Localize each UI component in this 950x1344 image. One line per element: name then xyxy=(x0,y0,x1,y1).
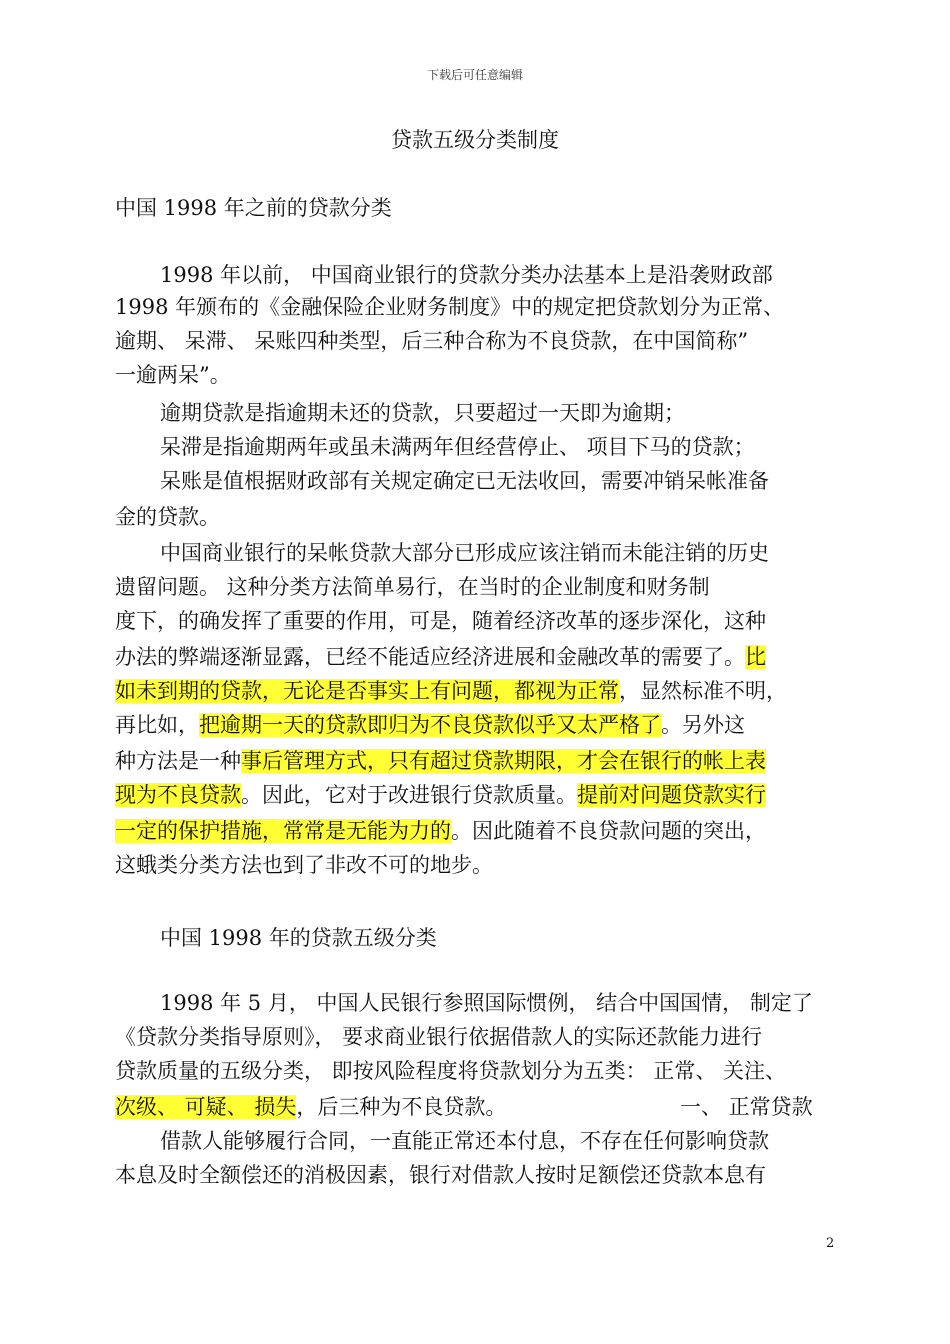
document-title: 贷款五级分类制度 xyxy=(391,128,559,152)
p6-line4-text: ，后三种为不良贷款。 xyxy=(296,1095,507,1119)
p5-line3: 度下，的确发挥了重要的作用，可是，随着经济改革的逐步深化，这种 xyxy=(115,609,766,633)
p5-line6 xyxy=(115,710,745,740)
header-note: 下载后可任意编辑 xyxy=(426,68,523,82)
p5-line7 xyxy=(115,746,766,776)
p5-line1: 中国商业银行的呆帐贷款大部分已形成应该注销而未能注销的历史 xyxy=(160,541,769,565)
p5-line6-text: 再比如， xyxy=(115,713,199,737)
p6-line3: 贷款质量的五级分类， 即按风险程度将贷款划分为五类： 正常、 关注、 xyxy=(115,1059,787,1083)
p5-line7-text: 种方法是一种 xyxy=(115,749,241,773)
p6-line1: 1998 年 5 月， 中国人民银行参照国际惯例， 结合中国国情， 制定了 xyxy=(160,991,813,1015)
highlight-text: 现为不良贷款 xyxy=(115,783,241,807)
p1-line1: 1998 年以前， 中国商业银行的贷款分类办法基本上是沿袭财政部 xyxy=(160,263,773,287)
section2-heading: 中国 1998 年的贷款五级分类 xyxy=(160,926,437,950)
p6-line2: 《贷款分类指导原则》， 要求商业银行依据借款人的实际还款能力进行 xyxy=(115,1025,763,1049)
p4-line2: 金的贷款。 xyxy=(115,505,220,529)
p1-line2: 1998 年颁布的《金融保险企业财务制度》中的规定把贷款划分为正常、 xyxy=(115,295,785,319)
p6-line4-right: 一、 正常贷款 xyxy=(680,1095,813,1119)
p6-line4 xyxy=(115,1092,506,1122)
p1-line4: 一逾两呆”。 xyxy=(115,363,231,387)
p5-line4-text: 办法的弊端逐渐显露，已经不能适应经济进展和金融改革的需要了。 xyxy=(115,645,745,669)
highlight-text: 把逾期一天的贷款即归为不良贷款似乎又太严格了 xyxy=(199,713,661,737)
highlight-text: 一定的保护措施，常常是无能为力的 xyxy=(115,819,451,843)
p7-line1: 借款人能够履行合同，一直能正常还本付息，不存在任何影响贷款 xyxy=(160,1129,769,1153)
highlight-text: 提前对问题贷款实行 xyxy=(577,783,766,807)
p5-line8 xyxy=(115,780,766,810)
p5-line5 xyxy=(115,676,787,706)
p5-line4 xyxy=(115,642,766,672)
p5-line6-text-end: 。另外这 xyxy=(661,713,745,737)
p5-line2: 遗留问题。 这种分类方法简单易行，在当时的企业制度和财务制 xyxy=(115,575,710,599)
p3-line: 呆滞是指逾期两年或虽未满两年但经营停止、 项目下马的贷款； xyxy=(160,435,755,459)
p5-line8-text: 。因此，它对于改进银行贷款质量。 xyxy=(241,783,577,807)
highlight-text: 事后管理方式，只有超过贷款期限，才会在银行的帐上表 xyxy=(241,749,766,773)
p1-line3: 逾期、 呆滞、 呆账四种类型，后三种合称为不良贷款，在中国简称” xyxy=(115,329,749,353)
p5-line10: 这蛾类分类方法也到了非改不可的地步。 xyxy=(115,853,493,877)
highlight-text: 比 xyxy=(745,645,766,669)
page-number: 2 xyxy=(826,1236,835,1251)
p5-line9-text: 。因此随着不良贷款问题的突出， xyxy=(451,819,766,843)
p5-line5-text: ，显然标准不明， xyxy=(619,679,787,703)
p4-line1: 呆账是值根据财政部有关规定确定已无法收回，需要冲销呆帐准备 xyxy=(160,469,769,493)
highlight-text: 次级、 可疑、 损失 xyxy=(115,1095,297,1119)
p2-line: 逾期贷款是指逾期未还的贷款，只要超过一天即为逾期； xyxy=(160,401,685,425)
p5-line9 xyxy=(115,816,766,846)
highlight-text: 如未到期的贷款，无论是否事实上有问题，都视为正常 xyxy=(115,679,619,703)
section1-heading: 中国 1998 年之前的贷款分类 xyxy=(115,196,392,220)
p7-line2: 本息及时全额偿还的消极因素，银行对借款人按时足额偿还贷款本息有 xyxy=(115,1163,766,1187)
